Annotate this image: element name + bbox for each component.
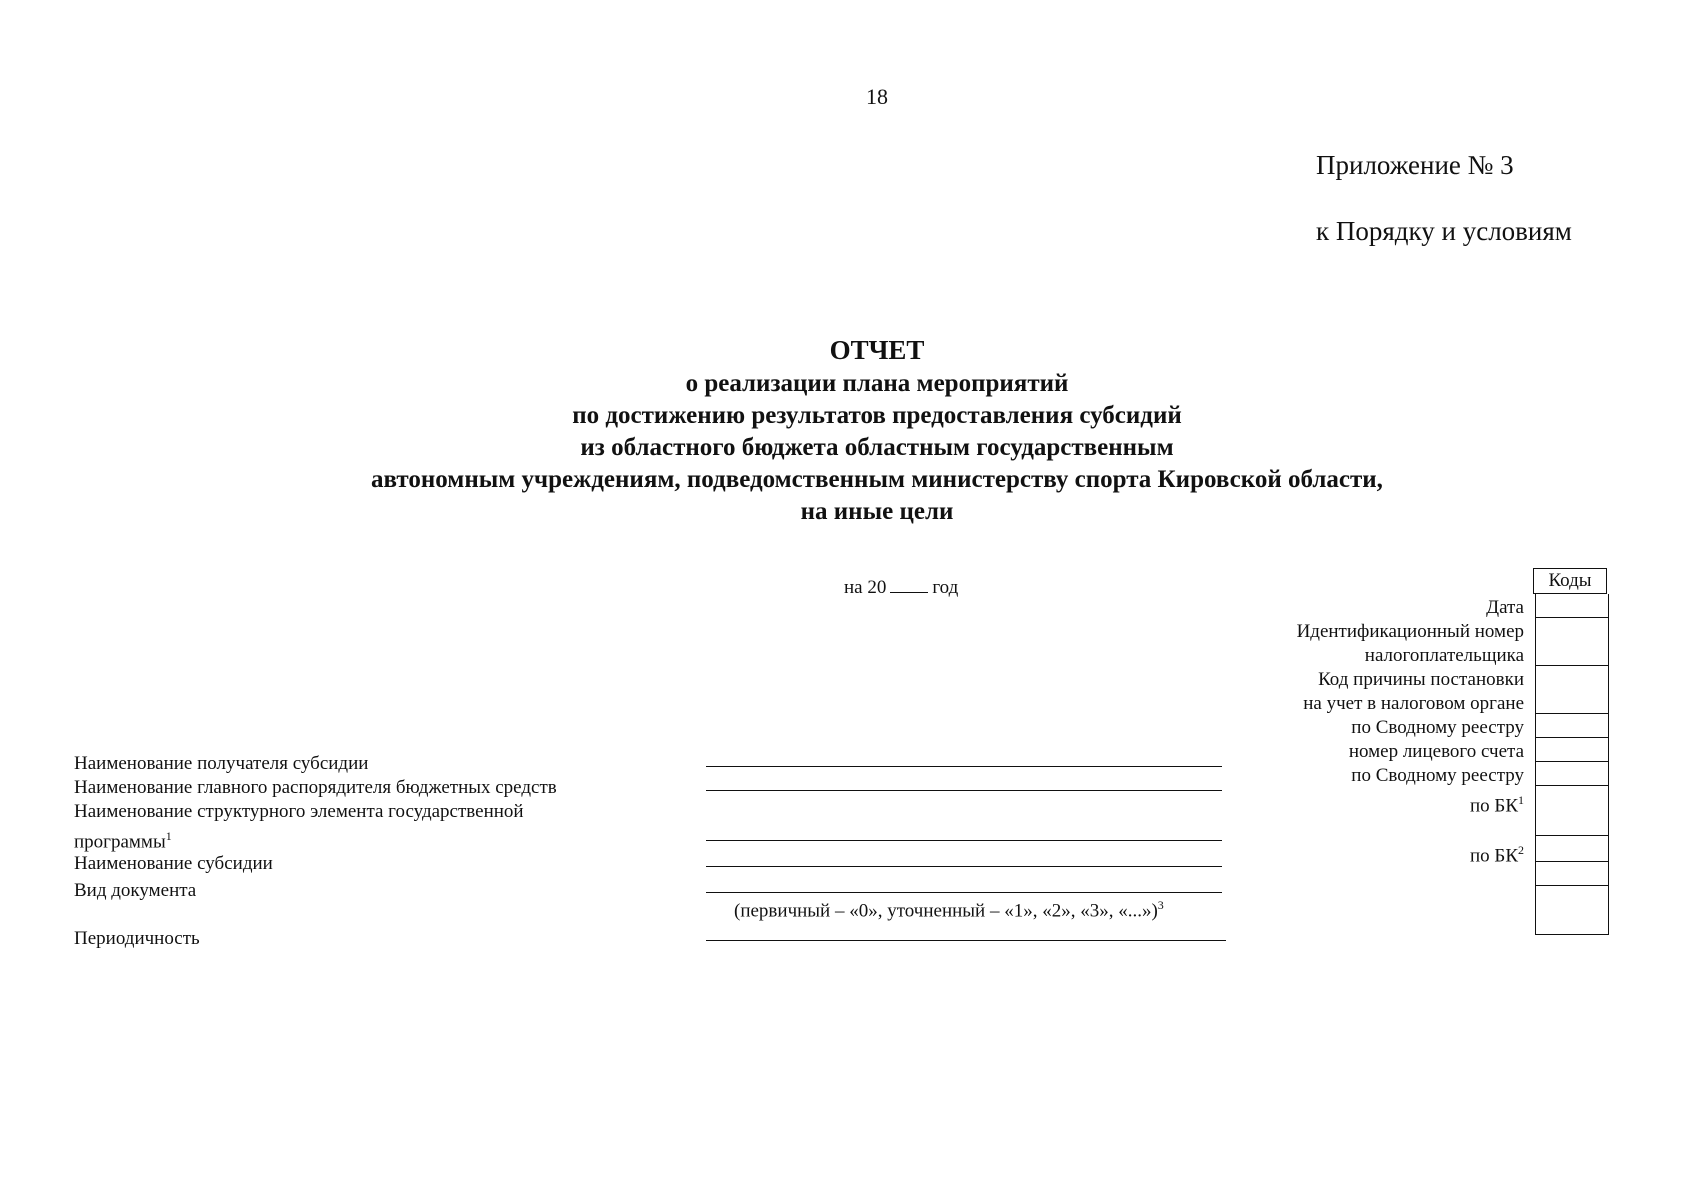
field-label-subsidy: Наименование субсидии <box>74 853 273 874</box>
annex-title: Приложение № 3 <box>1316 150 1514 180</box>
report-title-block <box>0 332 1697 528</box>
field-label-periodicity: Периодичность <box>74 928 200 949</box>
code-cell-registry-2[interactable] <box>1535 761 1609 786</box>
codes-label-inn-2: налогоплательщика <box>1364 645 1524 666</box>
bk2-footnote: 2 <box>1518 843 1524 857</box>
subsidy-input-line[interactable] <box>706 866 1222 867</box>
report-subtitle-line: о реализации плана мероприятий <box>685 370 1069 397</box>
code-cell-account[interactable] <box>1535 737 1609 762</box>
field-label-program-element: Наименование структурного элемента государственной <box>74 801 524 822</box>
codes-label-registry-2: по Сводному реестру <box>1351 765 1524 786</box>
bk1-text: по БК <box>1469 795 1518 817</box>
field-label-doc-type: Вид документа <box>74 880 197 901</box>
code-cell-extra[interactable] <box>1535 861 1609 886</box>
bk2-text: по БК <box>1469 845 1518 867</box>
codes-label-kpp-2: на учет в налоговом органе <box>1303 693 1524 714</box>
field-label-chief-manager: Наименование главного распорядителя бюджетных средств <box>74 777 557 798</box>
code-cell-inn[interactable] <box>1535 617 1609 666</box>
chief-manager-input-line[interactable] <box>706 790 1222 791</box>
annex-subtitle: к Порядку и условиям <box>1316 216 1572 246</box>
year-prefix: на 20 <box>844 577 887 598</box>
codes-label-account: номер лицевого счета <box>1348 741 1524 762</box>
doc-type-hint-text: (первичный – «0», уточненный – «1», «2», «3», «...») <box>734 900 1158 922</box>
codes-header: Коды <box>1533 568 1607 594</box>
report-subtitle-line: из областного бюджета областным государственным <box>580 434 1174 461</box>
periodicity-input-line[interactable] <box>706 940 1226 941</box>
report-subtitle-line: на иные цели <box>800 498 954 525</box>
field-label-program-element-2 <box>74 824 172 854</box>
code-cell-kpp[interactable] <box>1535 665 1609 714</box>
field-label-recipient: Наименование получателя субсидии <box>74 753 369 774</box>
recipient-input-line[interactable] <box>706 766 1222 767</box>
year-suffix: год <box>932 577 959 598</box>
bk1-footnote: 1 <box>1518 793 1524 807</box>
codes-label-date: Дата <box>1486 597 1524 618</box>
codes-label-registry: по Сводному реестру <box>1351 717 1524 738</box>
doc-type-hint-footnote: 3 <box>1157 898 1164 912</box>
program-text: программы <box>74 831 166 853</box>
program-footnote: 1 <box>165 829 172 843</box>
code-cell-bk1[interactable] <box>1535 785 1609 836</box>
code-cell-date[interactable] <box>1535 594 1609 618</box>
report-subtitle-line: по достижению результатов предоставления субсидий <box>572 402 1182 429</box>
codes-label-inn: Идентификационный номер <box>1296 621 1524 642</box>
code-cell-registry[interactable] <box>1535 713 1609 738</box>
code-cell-bk2[interactable] <box>1535 835 1609 862</box>
report-title: ОТЧЕТ <box>829 335 925 365</box>
codes-label-kpp: Код причины постановки <box>1318 669 1524 690</box>
doc-type-hint <box>734 898 1164 922</box>
report-year-line <box>844 577 958 599</box>
doc-type-input-line[interactable] <box>706 892 1222 893</box>
page-number: 18 <box>866 84 888 109</box>
codes-label-bk1 <box>1470 788 1524 818</box>
codes-label-bk2 <box>1470 838 1524 868</box>
year-blank-field[interactable] <box>890 578 928 593</box>
report-subtitle-line: автономным учреждениям, подведомственным министерству спорта Кировской области, <box>371 466 1383 493</box>
program-element-input-line[interactable] <box>706 840 1222 841</box>
code-cell-extra-2[interactable] <box>1535 885 1609 935</box>
